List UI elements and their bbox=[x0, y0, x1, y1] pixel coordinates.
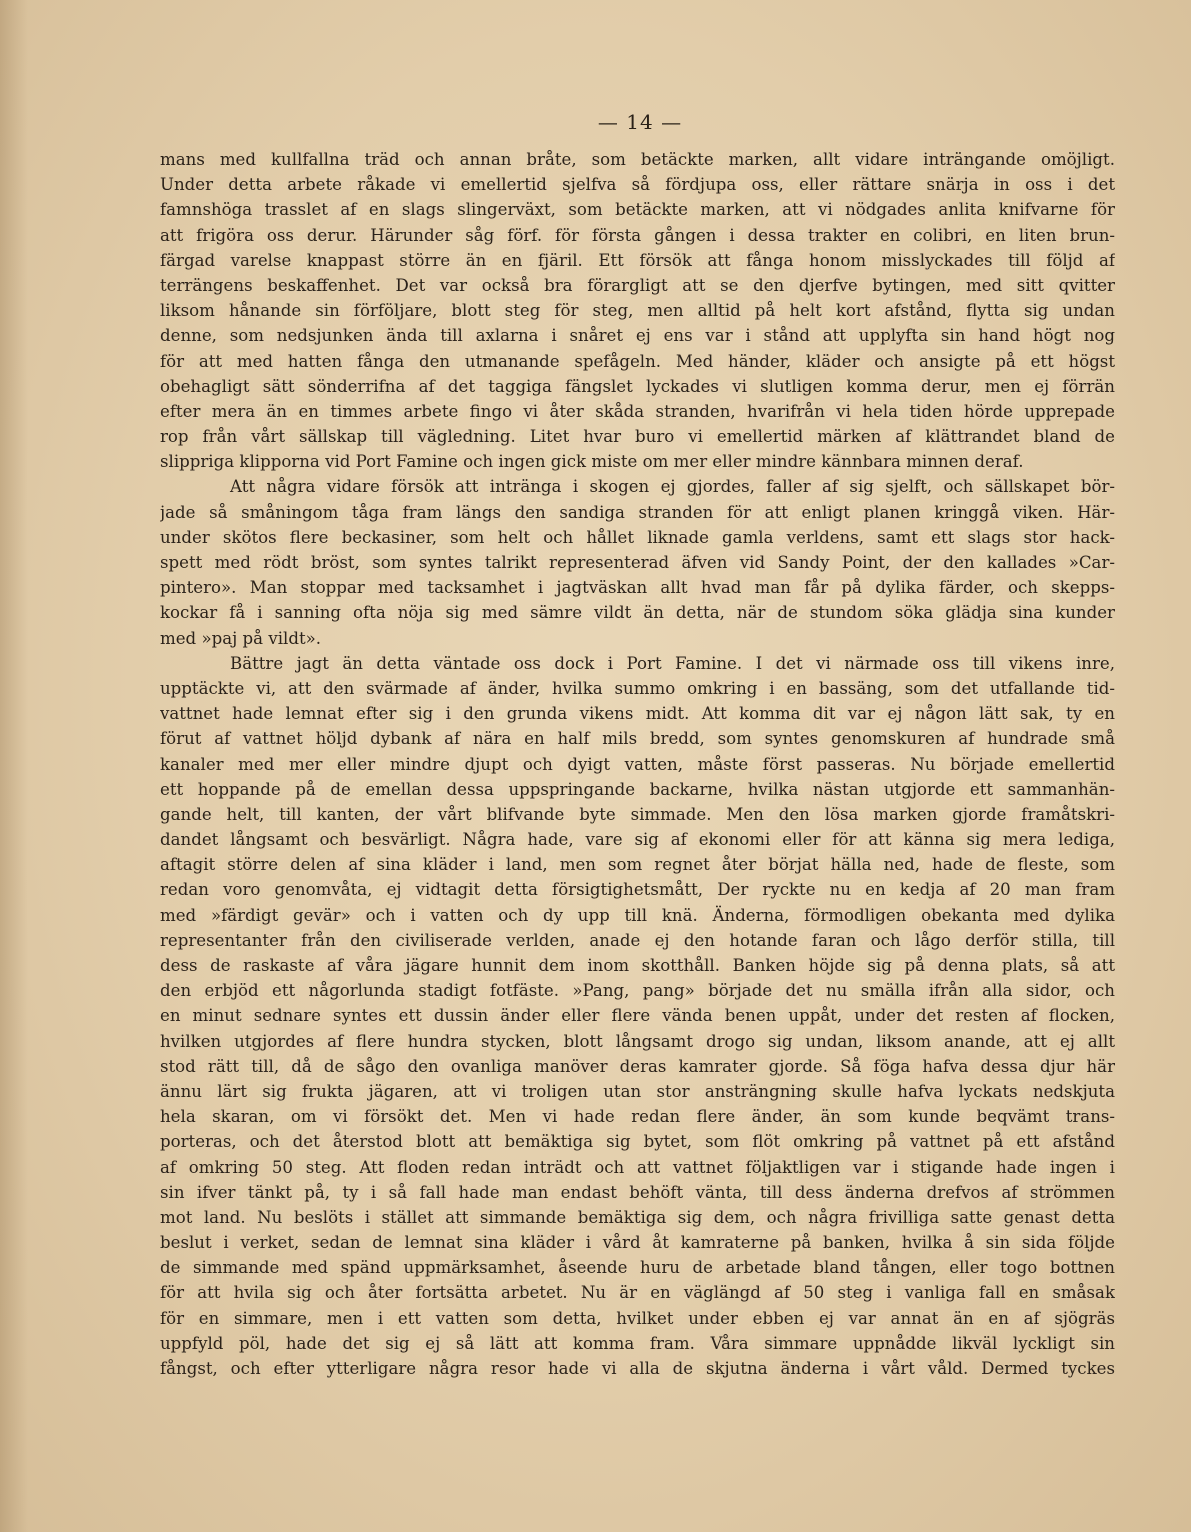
text-line: förut af vattnet höljd dybank af nära en half mils bredd, som syntes genomskuren af hundrade små bbox=[160, 729, 1115, 749]
text-line: upptäckte vi, att den svärmade af änder, hvilka summo omkring i en bassäng, som det utfallande tid- bbox=[160, 678, 1115, 698]
text-line: famnshöga trasslet af en slags slingerväxt, som betäckte marken, att vi nödgades anlita knifvarne för bbox=[160, 200, 1115, 220]
text-line: porteras, och det återstod blott att bemäktiga sig bytet, som flöt omkring på vattnet på ett afstånd bbox=[160, 1132, 1115, 1152]
text-line: för en simmare, men i ett vatten som detta, hvilket under ebben ej var annat än en af sjögräs bbox=[160, 1308, 1115, 1328]
text-line: Att några vidare försök att inträngа i skogen ej gjordes, faller af sig sjelft, och sällskapet bör- bbox=[230, 477, 1115, 497]
text-line: rop från vårt sällskap till vägledning. Litet hvar buro vi emellertid märken af klättrandet bland de bbox=[160, 427, 1115, 447]
text-line: sin ifver tänkt på, ty i så fall hade man endast behöft vänta, till dess änderna drefvos af strömmen bbox=[160, 1182, 1115, 1202]
text-line: obehagligt sätt sönderrifna af det taggiga fängslet lyckades vi slutligen komma derur, men ej förrän bbox=[160, 376, 1115, 396]
text-line: af omkring 50 steg. Att floden redan inträdt och att vattnet följaktligen var i stigande hade ingen i bbox=[160, 1157, 1115, 1177]
text-line: stod rätt till, då de sågo den ovanliga manöver deras kamrater gjorde. Så föga hafva dessa djur här bbox=[160, 1056, 1115, 1076]
text-line: terrängens beskaffenhet. Det var också bra förargligt att se den djerfve bytingen, med sitt qvitter bbox=[160, 275, 1115, 295]
text-line: ännu lärt sig frukta jägaren, att vi troligen utan stor ansträngning skulle hafva lyckats nedskjuta bbox=[160, 1081, 1115, 1101]
text-line: hela skaran, om vi försökt det. Men vi hade redan flere änder, än som kunde beqvämt trans- bbox=[160, 1107, 1115, 1127]
text-line: slippriga klipporna vid Port Famine och ingen gick miste om mer eller mindre kännbara minnen deraf. bbox=[160, 452, 1024, 472]
text-line: att frigöra oss derur. Härunder såg förf. för första gången i dessa trakter en colibri, en liten brun- bbox=[160, 225, 1115, 245]
text-line: jade så småningom tåga fram längs den sandiga stranden för att enligt planen kringgå viken. Här- bbox=[160, 502, 1115, 522]
text-line: uppfyld pöl, hade det sig ej så lätt att komma fram. Våra simmare uppnådde likväl lyckligt sin bbox=[160, 1333, 1115, 1353]
text-line: liksom hånande sin förföljare, blott steg för steg, men alltid på helt kort afstånd, flytta sig undan bbox=[160, 301, 1115, 321]
text-line: hvilken utgjordes af flere hundra stycken, blott långsamt drogo sig undan, liksom anande, att ej allt bbox=[160, 1031, 1115, 1051]
text-line: dess de raskaste af våra jägare hunnit dem inom skotthåll. Banken höjde sig på denna plats, så att bbox=[160, 956, 1115, 975]
text-line: för att hvila sig och åter fortsätta arbetet. Nu är en väglängd af 50 steg i vanliga fall en småsak bbox=[160, 1283, 1115, 1303]
text-line: vattnet hade lemnat efter sig i den grunda vikens midt. Att komma dit var ej någon lätt sak, ty en bbox=[160, 704, 1115, 724]
text-line: den erbjöd ett någorlunda stadigt fotfäste. »Pang, pang» började det nu smälla ifrån alla sidor, och bbox=[160, 981, 1115, 1001]
text-line: representanter från den civiliserade verlden, anade ej den hotande faran och lågo derför stilla, till bbox=[160, 930, 1115, 950]
text-line: dandet långsamt och besvärligt. Några hade, vare sig af ekonomi eller för att känna sig mera lediga, bbox=[160, 830, 1115, 850]
text-line: med »paj på vildt». bbox=[160, 628, 322, 648]
text-line: mans med kullfallna träd och annan bråte, som betäckte marken, allt vidare inträngande omöjligt. bbox=[160, 150, 1115, 169]
text-line: beslut i verket, sedan de lemnat sina kläder i vård åt kamraterne på banken, hvilka å sin sida följde bbox=[160, 1233, 1115, 1253]
text-line: ett hoppande på de emellan dessa uppspringande backarne, hvilka nästan utgjorde ett sammanhän- bbox=[160, 779, 1115, 799]
text-line: med »färdigt gevär» och i vatten och dy upp till knä. Änderna, förmodligen obekanta med dylika bbox=[160, 905, 1115, 925]
text-line: gande helt, till kanten, der vårt blifvande byte simmade. Men den lösa marken gjorde framåtskri- bbox=[160, 804, 1115, 824]
text-line: för att med hatten fånga den utmanande spefågeln. Med händer, kläder och ansigte på ett högst bbox=[160, 351, 1115, 371]
text-line: Under detta arbete råkade vi emellertid sjelfva så fördjupa oss, eller rättare snärja in oss i det bbox=[160, 175, 1115, 195]
text-line: efter mera än en timmes arbete fingo vi åter skåda stranden, hvarifrån vi hela tiden hörde upprepade bbox=[160, 401, 1115, 421]
page-number: — 14 — bbox=[597, 110, 683, 134]
text-line: de simmande med spänd uppmärksamhet, åseende huru de arbetade bland tången, eller togo bottnen bbox=[160, 1258, 1115, 1278]
text-line: färgad varelse knappast större än en fjäril. Ett försök att fånga honom misslyckades till följd af bbox=[160, 250, 1115, 270]
body-text bbox=[160, 147, 1115, 1381]
text-line: denne, som nedsjunken ända till axlarna i snåret ej ens var i stånd att upplyfta sin hand högt nog bbox=[160, 326, 1115, 346]
text-line: under skötos flere beckasiner, som helt och hållet liknade gamla verldens, samt ett slags stor hack- bbox=[160, 527, 1115, 547]
text-line: fångst, och efter ytterligare några resor hade vi alla de skjutna änderna i vårt våld. Dermed tyckes bbox=[160, 1359, 1115, 1378]
text-line: aftagit större delen af sina kläder i land, men som regnet åter börjat hälla ned, hade de fleste, som bbox=[160, 855, 1115, 875]
text-line: spett med rödt bröst, som syntes talrikt representerad äfven vid Sandy Point, der den kallades »Car- bbox=[160, 553, 1115, 572]
text-line: kockar få i sanning ofta nöja sig med sämre vildt än detta, när de stundom söka glädja sina kunder bbox=[160, 603, 1115, 623]
text-line: kanaler med mer eller mindre djupt och dyigt vatten, måste först passeras. Nu började emellertid bbox=[160, 754, 1115, 774]
text-line: pintero». Man stoppar med tacksamhet i jagtväskan allt hvad man får på dylika färder, och skepps- bbox=[160, 578, 1115, 598]
text-line: Bättre jagt än detta väntade oss dock i Port Famine. I det vi närmade oss till vikens inre, bbox=[230, 653, 1115, 673]
text-line: redan voro genomvåta, ej vidtagit detta försigtighetsmått, Der ryckte nu en kedja af 20 man fram bbox=[160, 880, 1115, 900]
text-line: mot land. Nu beslöts i stället att simmande bemäktiga sig dem, och några frivilliga satte genast detta bbox=[160, 1207, 1115, 1227]
text-line: en minut sednare syntes ett dussin änder eller flere vända benen uppåt, under det resten af flocken, bbox=[160, 1006, 1115, 1026]
